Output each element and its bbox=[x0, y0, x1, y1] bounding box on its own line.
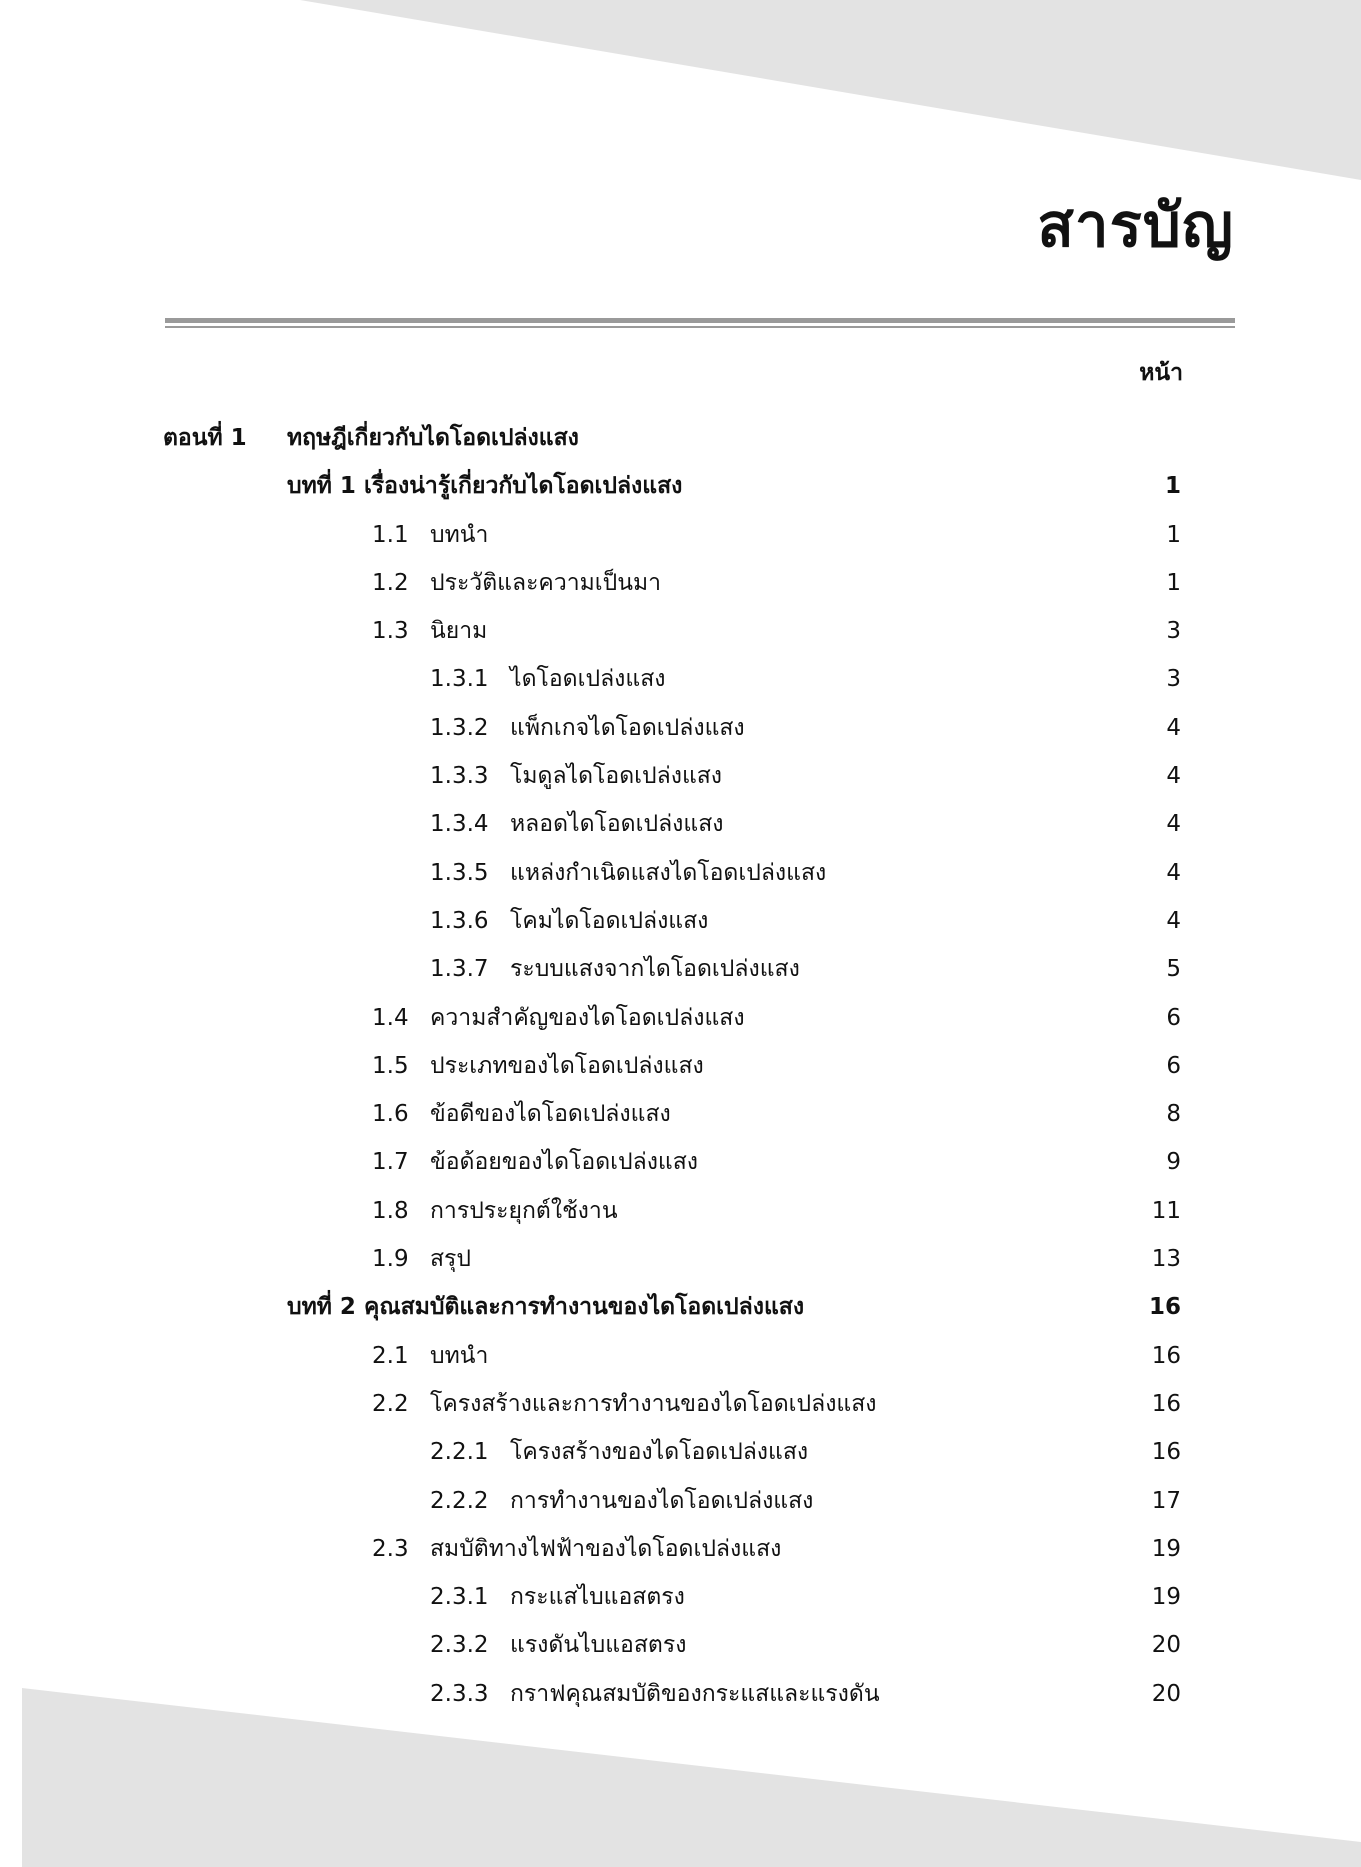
entry-title: บทนำ bbox=[430, 521, 489, 548]
entry-page: 19 bbox=[1151, 1535, 1181, 1562]
entry-number: 2.2.2 bbox=[430, 1487, 489, 1514]
entry-title: แหล่งกำเนิดแสงไดโอดเปล่งแสง bbox=[510, 859, 827, 886]
toc-subsection bbox=[0, 1625, 1361, 1673]
part-label: ตอนที่ 1 bbox=[163, 425, 247, 451]
entry-number: 1.2 bbox=[372, 569, 409, 596]
chapter-title: บทที่ 2 คุณสมบัติและการทำงานของไดโอดเปล่งแสง bbox=[287, 1294, 805, 1321]
toc-chapter bbox=[0, 466, 1361, 514]
toc-section bbox=[0, 1142, 1361, 1190]
toc-subsection bbox=[0, 1577, 1361, 1625]
entry-page: 16 bbox=[1151, 1342, 1181, 1369]
entry-page: 4 bbox=[1166, 859, 1181, 886]
toc-section bbox=[0, 1239, 1361, 1287]
entry-number: 1.5 bbox=[372, 1052, 409, 1079]
entry-number: 1.3.6 bbox=[430, 907, 489, 934]
toc-subsection bbox=[0, 1674, 1361, 1722]
entry-number: 1.3.2 bbox=[430, 714, 489, 741]
toc-section bbox=[0, 1191, 1361, 1239]
toc-section bbox=[0, 1046, 1361, 1094]
entry-title: แรงดันไบแอสตรง bbox=[510, 1632, 687, 1659]
entry-page: 4 bbox=[1166, 714, 1181, 741]
entry-page: 16 bbox=[1151, 1390, 1181, 1417]
entry-number: 1.3.4 bbox=[430, 811, 489, 838]
entry-title: โครงสร้างและการทำงานของไดโอดเปล่งแสง bbox=[430, 1390, 877, 1417]
toc-subsection bbox=[0, 901, 1361, 949]
entry-title: การประยุกต์ใช้งาน bbox=[430, 1197, 618, 1224]
entry-title: โคมไดโอดเปล่งแสง bbox=[510, 907, 709, 934]
entry-page: 16 bbox=[1151, 1439, 1181, 1466]
entry-title: โมดูลไดโอดเปล่งแสง bbox=[510, 763, 723, 790]
entry-number: 1.9 bbox=[372, 1246, 409, 1273]
entry-number: 2.1 bbox=[372, 1342, 409, 1369]
toc-subsection bbox=[0, 708, 1361, 756]
entry-title: ประเภทของไดโอดเปล่งแสง bbox=[430, 1052, 704, 1079]
entry-title: ความสำคัญของไดโอดเปล่งแสง bbox=[430, 1004, 745, 1031]
entry-page: 4 bbox=[1166, 763, 1181, 790]
entry-page: 1 bbox=[1166, 521, 1181, 548]
entry-title: กราฟคุณสมบัติของกระแสและแรงดัน bbox=[510, 1680, 880, 1707]
toc-section bbox=[0, 1094, 1361, 1142]
entry-title: ไดโอดเปล่งแสง bbox=[510, 666, 666, 693]
entry-page: 1 bbox=[1166, 569, 1181, 596]
entry-page: 1 bbox=[1164, 473, 1181, 500]
chapter-title: บทที่ 1 เรื่องน่ารู้เกี่ยวกับไดโอดเปล่งแสง bbox=[287, 473, 683, 500]
entry-page: 20 bbox=[1151, 1680, 1181, 1707]
entry-title: ประวัติและความเป็นมา bbox=[430, 569, 662, 596]
entry-number: 1.1 bbox=[372, 521, 409, 548]
entry-title: กระแสไบแอสตรง bbox=[510, 1584, 685, 1611]
entry-number: 2.3.3 bbox=[430, 1680, 489, 1707]
entry-page: 17 bbox=[1151, 1487, 1181, 1514]
entry-number: 2.2.1 bbox=[430, 1439, 489, 1466]
toc-section bbox=[0, 611, 1361, 659]
table-of-contents bbox=[0, 418, 1361, 1722]
toc-chapter bbox=[0, 1287, 1361, 1335]
title-rule-thin bbox=[165, 326, 1235, 328]
toc-subsection bbox=[0, 1432, 1361, 1480]
entry-number: 2.3.2 bbox=[430, 1632, 489, 1659]
entry-title: ข้อดีของไดโอดเปล่งแสง bbox=[430, 1101, 671, 1128]
entry-number: 1.3.3 bbox=[430, 763, 489, 790]
toc-subsection bbox=[0, 949, 1361, 997]
entry-number: 1.7 bbox=[372, 1149, 409, 1176]
entry-page: 4 bbox=[1166, 811, 1181, 838]
entry-page: 4 bbox=[1166, 907, 1181, 934]
entry-page: 16 bbox=[1148, 1294, 1181, 1321]
toc-subsection bbox=[0, 1481, 1361, 1529]
entry-page: 5 bbox=[1166, 956, 1181, 983]
entry-page: 13 bbox=[1151, 1246, 1181, 1273]
title-rule-thick bbox=[165, 318, 1235, 323]
entry-title: ระบบแสงจากไดโอดเปล่งแสง bbox=[510, 956, 800, 983]
entry-title: การทำงานของไดโอดเปล่งแสง bbox=[510, 1487, 814, 1514]
entry-number: 1.8 bbox=[372, 1197, 409, 1224]
toc-section bbox=[0, 563, 1361, 611]
toc-subsection bbox=[0, 756, 1361, 804]
entry-title: สมบัติทางไฟฟ้าของไดโอดเปล่งแสง bbox=[430, 1535, 782, 1562]
entry-page: 6 bbox=[1166, 1052, 1181, 1079]
entry-number: 2.3.1 bbox=[430, 1584, 489, 1611]
entry-number: 1.3.7 bbox=[430, 956, 489, 983]
toc-subsection bbox=[0, 659, 1361, 707]
entry-page: 20 bbox=[1151, 1632, 1181, 1659]
entry-title: แพ็กเกจไดโอดเปล่งแสง bbox=[510, 714, 745, 741]
toc-subsection bbox=[0, 804, 1361, 852]
entry-page: 6 bbox=[1166, 1004, 1181, 1031]
entry-title: ข้อด้อยของไดโอดเปล่งแสง bbox=[430, 1149, 699, 1176]
page-column-header: หน้า bbox=[1139, 360, 1183, 386]
entry-number: 1.3.1 bbox=[430, 666, 489, 693]
toc-section bbox=[0, 1384, 1361, 1432]
entry-page: 8 bbox=[1166, 1101, 1181, 1128]
entry-number: 1.3.5 bbox=[430, 859, 489, 886]
entry-number: 1.3 bbox=[372, 618, 409, 645]
entry-page: 3 bbox=[1166, 618, 1181, 645]
toc-section bbox=[0, 515, 1361, 563]
page-title: สารบัญ bbox=[1037, 191, 1234, 261]
toc-section bbox=[0, 998, 1361, 1046]
toc-section bbox=[0, 1336, 1361, 1384]
top-gray-band bbox=[300, 0, 1361, 180]
entry-title: นิยาม bbox=[430, 618, 488, 645]
toc-subsection bbox=[0, 853, 1361, 901]
entry-number: 1.6 bbox=[372, 1101, 409, 1128]
entry-number: 2.2 bbox=[372, 1390, 409, 1417]
entry-number: 1.4 bbox=[372, 1004, 409, 1031]
entry-page: 19 bbox=[1151, 1584, 1181, 1611]
entry-title: สรุป bbox=[430, 1246, 471, 1273]
entry-number: 2.3 bbox=[372, 1535, 409, 1562]
entry-title: โครงสร้างของไดโอดเปล่งแสง bbox=[510, 1439, 809, 1466]
entry-page: 3 bbox=[1166, 666, 1181, 693]
part-title: ทฤษฎีเกี่ยวกับไดโอดเปล่งแสง bbox=[287, 425, 579, 451]
entry-page: 9 bbox=[1166, 1149, 1181, 1176]
toc-section bbox=[0, 1529, 1361, 1577]
entry-title: หลอดไดโอดเปล่งแสง bbox=[510, 811, 724, 838]
entry-title: บทนำ bbox=[430, 1342, 489, 1369]
entry-page: 11 bbox=[1151, 1197, 1181, 1224]
toc-part bbox=[0, 418, 1361, 466]
